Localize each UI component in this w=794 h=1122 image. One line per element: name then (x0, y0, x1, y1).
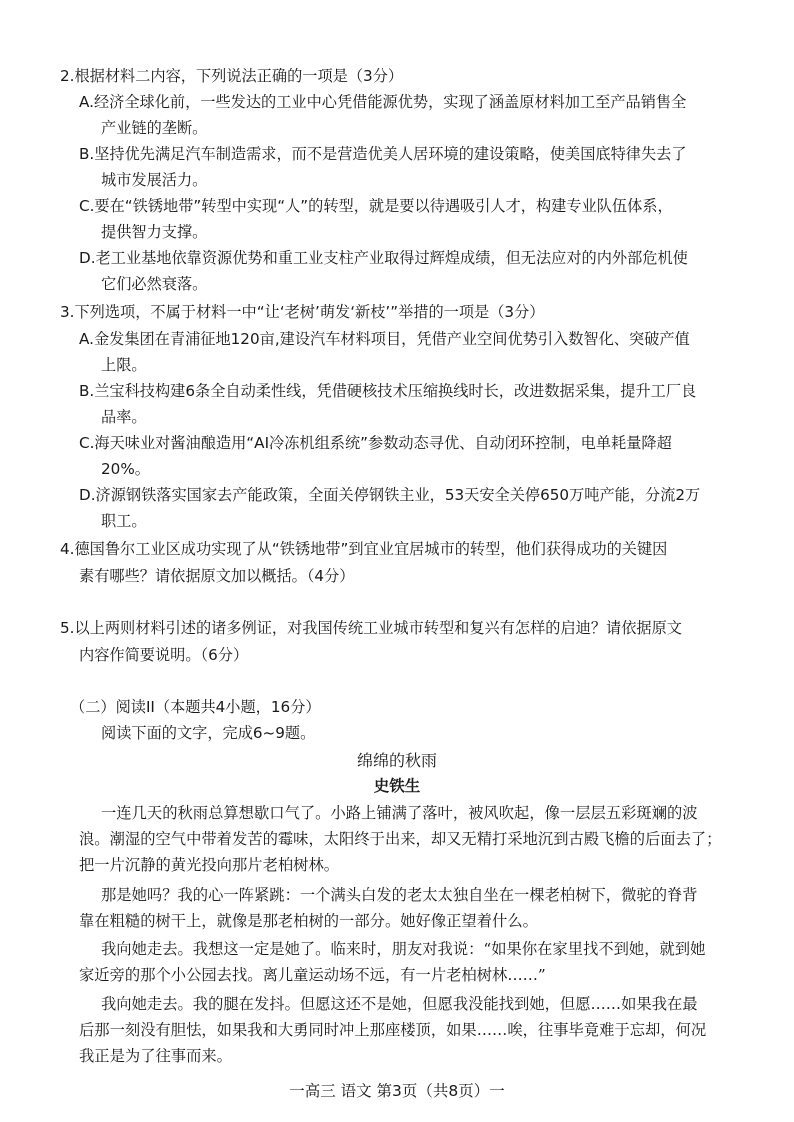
q2-option-a-line1: A.经济全球化前，一些发达的工业中心凭借能源优势，实现了涵盖原材料加工至产品销售全 (79, 93, 687, 111)
page-footer: 一高三 语文 第3页（共8页）一 (289, 1082, 505, 1100)
passage-line: 后那一刻没有胆怯，如果我和大勇同时冲上那座楼顶，如果……唉，往事毕竟难于忘却，何况 (79, 1021, 707, 1039)
q3-option-b-line1: B.兰宝科技构建6条全自动柔性线，凭借硬核技术压缩换线时长，改进数据采集，提升工厂良 (79, 382, 697, 400)
q2-option-d-line1: D.老工业基地依靠资源优势和重工业支柱产业取得过辉煌成绩，但无法应对的内外部危机使 (79, 249, 688, 267)
passage-line: 一连几天的秋雨总算想歇口气了。小路上铺满了落叶，被风吹起，像一层层五彩斑斓的波 (101, 804, 698, 822)
passage-title: 绵绵的秋雨 (356, 751, 437, 770)
section-instruction: 阅读下面的文字，完成6~9题。 (101, 724, 316, 742)
q2-option-b-line1: B.坚持优先满足汽车制造需求，而不是营造优美人居环境的建设策略，使美国底特律失去了 (79, 145, 687, 163)
q2-option-a-line2: 产业链的垄断。 (101, 119, 208, 137)
section-heading: （二）阅读II（本题共4小题，16分） (70, 698, 321, 716)
q2-option-c-line1: C.要在“铁锈地带”转型中实现“人”的转型，就是要以待遇吸引人才，构建专业队伍体系， (79, 197, 673, 215)
q3-option-c-line2: 20%。 (101, 460, 150, 478)
passage-line: 那是她吗？我的心一阵紧跳：一个满头白发的老太太独自坐在一棵老柏树下，微驼的脊背 (101, 886, 698, 904)
passage-author: 史铁生 (373, 776, 421, 795)
passage-line: 靠在粗糙的树干上，就像是那老柏树的一部分。她好像正望着什么。 (79, 912, 538, 930)
q3-option-d-line1: D.济源钢铁落实国家去产能政策，全面关停钢铁主业，53天安全关停650万吨产能，分流2万 (79, 486, 701, 504)
q2-option-b-line2: 城市发展活力。 (101, 171, 208, 189)
q2-stem: 2.根据材料二内容，下列说法正确的一项是（3分） (60, 67, 404, 85)
q3-option-a-line1: A.金发集团在青浦征地120亩,建设汽车材料项目，凭借产业空间优势引入数智化、突破产值 (79, 330, 690, 348)
q2-option-c-line2: 提供智力支撑。 (101, 223, 208, 241)
passage-line: 家近旁的那个小公园去找。离儿童运动场不远，有一片老柏树林……” (79, 966, 546, 984)
passage-line: 我向她走去。我的腿在发抖。但愿这还不是她，但愿我没能找到她，但愿……如果我在最 (101, 995, 698, 1013)
q4-line2: 素有哪些？请依据原文加以概括。（4分） (79, 567, 355, 585)
q3-option-b-line2: 品率。 (101, 408, 147, 426)
q2-option-d-line2: 它们必然衰落。 (101, 275, 208, 293)
passage-line: 我正是为了往事而来。 (79, 1047, 232, 1065)
q5-line2: 内容作简要说明。（6分） (79, 646, 249, 664)
q3-option-c-line1: C.海天味业对酱油酿造用“AI冷冻机组系统”参数动态寻优、自动闭环控制，电单耗量降超 (79, 434, 672, 452)
q3-stem: 3.下列选项，不属于材料一中“让‘老树’萌发‘新枝’”举措的一项是（3分） (60, 303, 545, 321)
q3-option-d-line2: 职工。 (101, 512, 147, 530)
q4-line1: 4.德国鲁尔工业区成功实现了从“铁锈地带”到宜业宜居城市的转型，他们获得成功的关键因 (60, 540, 668, 558)
q3-option-a-line2: 上限。 (101, 356, 147, 374)
passage-line: 浪。潮湿的空气中带着发苦的霉味，太阳终于出来，却又无精打采地沉到古殿飞檐的后面去了； (79, 830, 722, 848)
q5-line1: 5.以上两则材料引述的诸多例证，对我国传统工业城市转型和复兴有怎样的启迪？请依据原文 (60, 619, 682, 637)
passage-line: 把一片沉静的黄光投向那片老柏树林。 (79, 856, 340, 874)
passage-line: 我向她走去。我想这一定是她了。临来时，朋友对我说：“如果你在家里找不到她，就到她 (101, 940, 706, 958)
